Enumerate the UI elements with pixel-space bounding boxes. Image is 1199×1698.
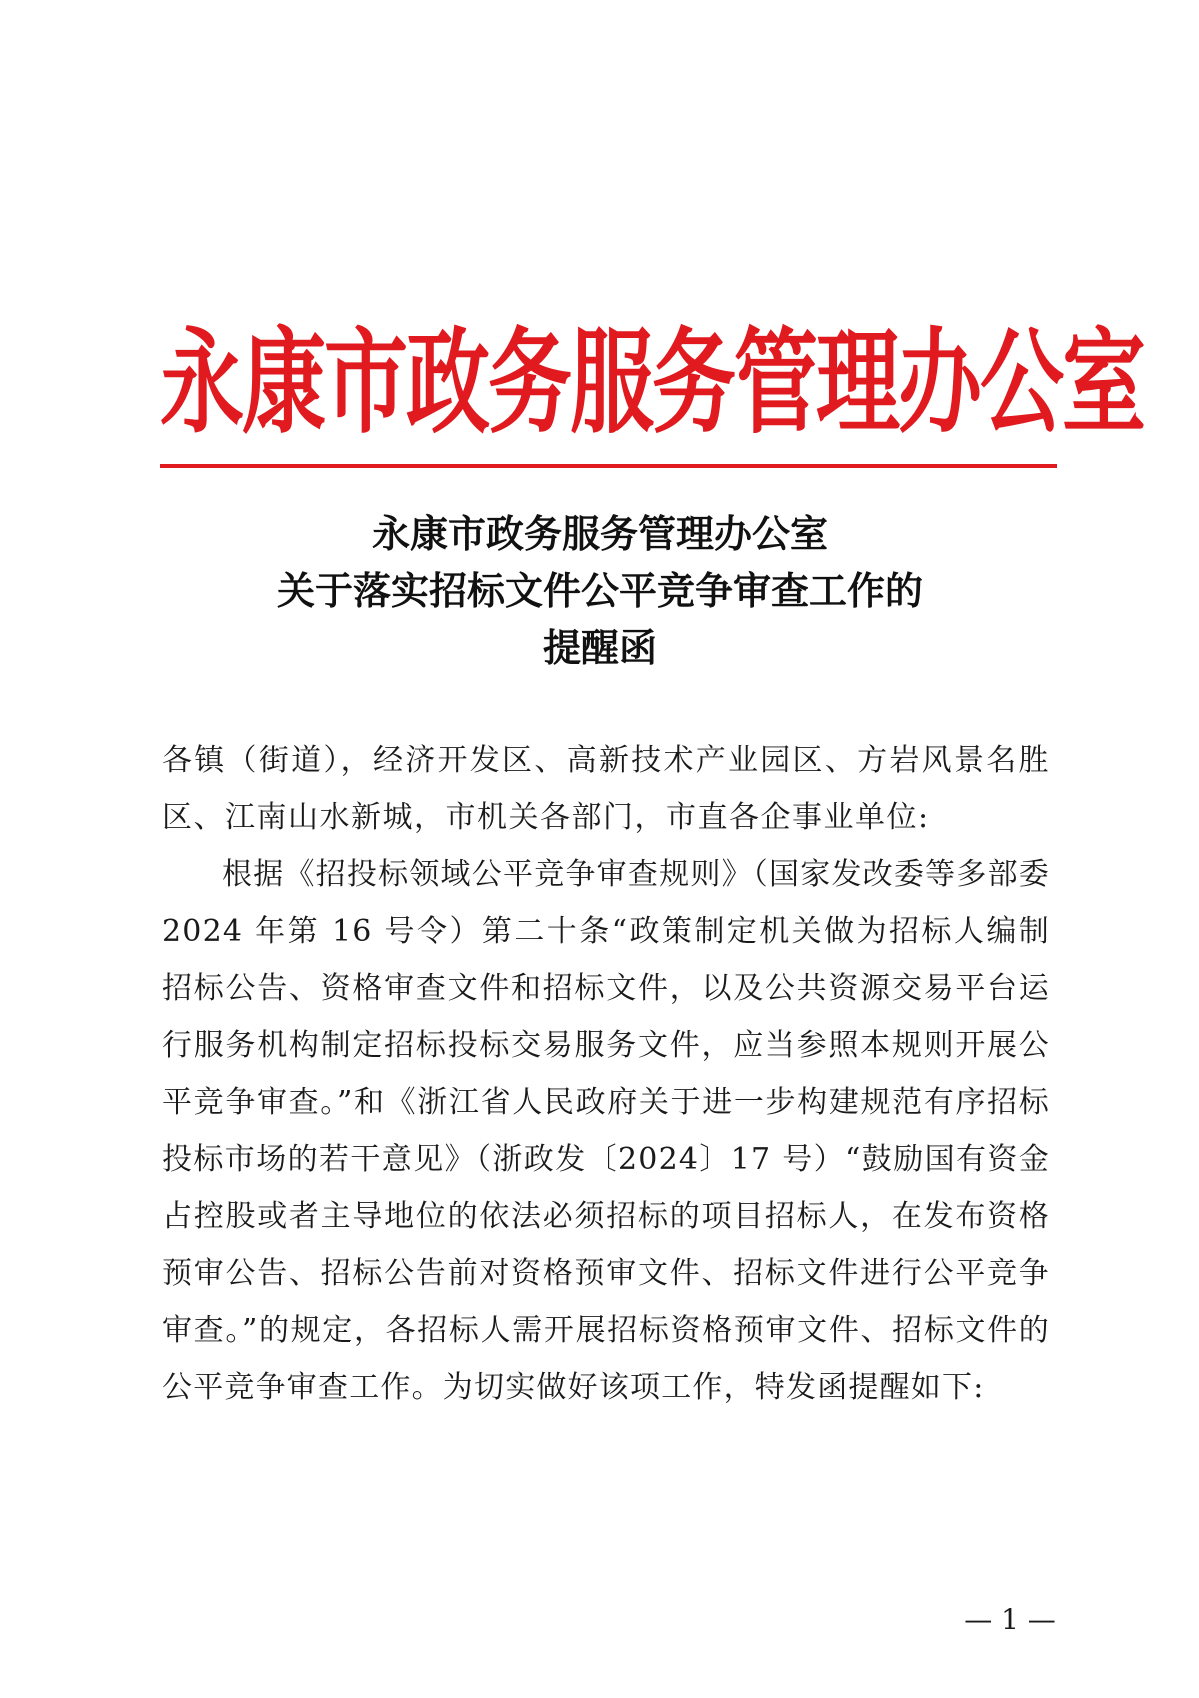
document-body [162,732,1050,1416]
letterhead-org-name: 永康市政务服务管理办公室 [160,315,1145,450]
page-number: — 1 — [964,1603,1056,1636]
letterhead-red-rule [160,464,1057,468]
body-paragraph-1: 根据《招投标领域公平竞争审查规则》（国家发改委等多部委 2024 年第 16 号令）第二十条“政策制定机关做为招标人编制招标公告、资格审查文件和招标文件，以及公共资源交易平台运行服务机构制定招标投标交易服务文件，应当参照本规则开展公平竞争审查。”和《浙江省人民政府关于进一步构建规范有序招标投标市场的若干意见》（浙政发〔2024〕17 号）“鼓励国有资金占控股或者主导地位的依法必须招标的项目招标人，在发布资格预审公告、招标公告前对资格预审文件、招标文件进行公平竞争审查。”的规定，各招标人需开展招标资格预审文件、招标文件的公平竞争审查工作。为切实做好该项工作，特发函提醒如下: [162,857,1050,1405]
title-line-1: 永康市政务服务管理办公室 [371,511,828,556]
document-title [150,505,1050,676]
salutation: 各镇（街道），经济开发区、高新技术产业园区、方岩风景名胜区、江南山水新城，市机关各部门，市直各企事业单位: [162,743,1050,835]
title-line-2: 关于落实招标文件公平竞争审查工作的 [276,568,923,613]
title-line-3: 提醒函 [542,625,657,670]
